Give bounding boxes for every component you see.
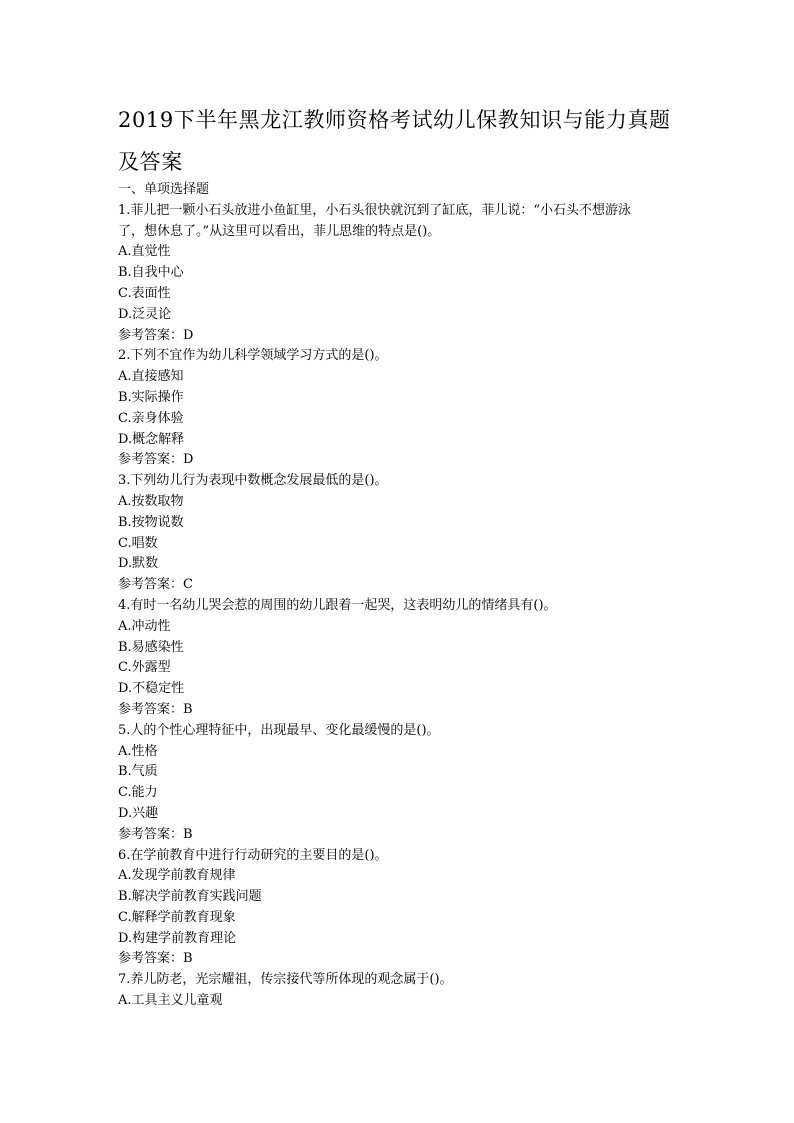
option-b: B.气质 xyxy=(118,764,158,780)
option-d: D.构建学前教育理论 xyxy=(118,930,237,946)
option-a: A.性格 xyxy=(118,743,158,759)
option-c: C.表面性 xyxy=(118,285,171,301)
option-b: B.自我中心 xyxy=(118,265,184,281)
option-a: A.按数取物 xyxy=(118,493,184,509)
option-a: A.冲动性 xyxy=(118,618,171,634)
answer-line: 参考答案：C xyxy=(118,577,193,593)
question-block xyxy=(118,471,688,596)
section-heading: 一、单项选择题 xyxy=(118,182,210,197)
option-a: A.工具主义儿童观 xyxy=(118,993,223,1009)
option-a: A.直觉性 xyxy=(118,244,171,260)
question-block xyxy=(118,346,688,471)
option-b: B.解决学前教育实践问题 xyxy=(118,889,262,905)
option-c: C.亲身体验 xyxy=(118,410,184,426)
option-b: B.按物说数 xyxy=(118,514,184,530)
answer-line: 参考答案：B xyxy=(118,701,193,717)
document-title-line-2: 及答案 xyxy=(118,150,183,174)
question-block xyxy=(118,970,688,1012)
option-c: C.外露型 xyxy=(118,660,171,676)
option-d: D.默数 xyxy=(118,556,159,572)
question-block xyxy=(118,201,688,347)
question-text: 了，想休息了。”从这里可以看出，菲儿思维的特点是()。 xyxy=(118,223,441,239)
question-text: 6.在学前教育中进行行动研究的主要目的是()。 xyxy=(118,847,388,863)
question-block xyxy=(118,846,688,971)
question-list xyxy=(118,180,688,1012)
question-text: 3.下列幼儿行为表现中数概念发展最低的是()。 xyxy=(118,473,388,489)
option-d: D.泛灵论 xyxy=(118,306,172,322)
question-text: 5.人的个性心理特征中，出现最早、变化最缓慢的是()。 xyxy=(118,722,440,738)
option-c: C.解释学前教育现象 xyxy=(118,909,236,925)
option-a: A.直接感知 xyxy=(118,369,184,385)
question-block xyxy=(118,596,688,721)
option-a: A.发现学前教育规律 xyxy=(118,868,236,884)
question-text: 2.下列不宜作为幼儿科学领域学习方式的是()。 xyxy=(118,348,388,364)
question-block xyxy=(118,721,688,846)
option-b: B.实际操作 xyxy=(118,389,184,405)
question-text: 4.有时一名幼儿哭会惹的周围的幼儿跟着一起哭，这表明幼儿的情绪具有()。 xyxy=(118,597,557,613)
question-text: 1.菲儿把一颗小石头放进小鱼缸里，小石头很快就沉到了缸底，菲儿说：“小石头不想游泳 xyxy=(118,202,632,218)
document-title-line-1: 2019下半年黑龙江教师资格考试幼儿保教知识与能力真题 xyxy=(118,108,671,132)
question-text: 7.养儿防老，光宗耀祖，传宗接代等所体现的观念属于()。 xyxy=(118,972,453,988)
answer-line: 参考答案：B xyxy=(118,951,193,967)
option-d: D.概念解释 xyxy=(118,431,185,447)
option-d: D.不稳定性 xyxy=(118,681,185,697)
option-b: B.易感染性 xyxy=(118,639,184,655)
option-d: D.兴趣 xyxy=(118,805,159,821)
answer-line: 参考答案：D xyxy=(118,327,194,343)
option-c: C.能力 xyxy=(118,785,158,801)
option-c: C.唱数 xyxy=(118,535,158,551)
answer-line: 参考答案：D xyxy=(118,452,194,468)
answer-line: 参考答案：B xyxy=(118,826,193,842)
